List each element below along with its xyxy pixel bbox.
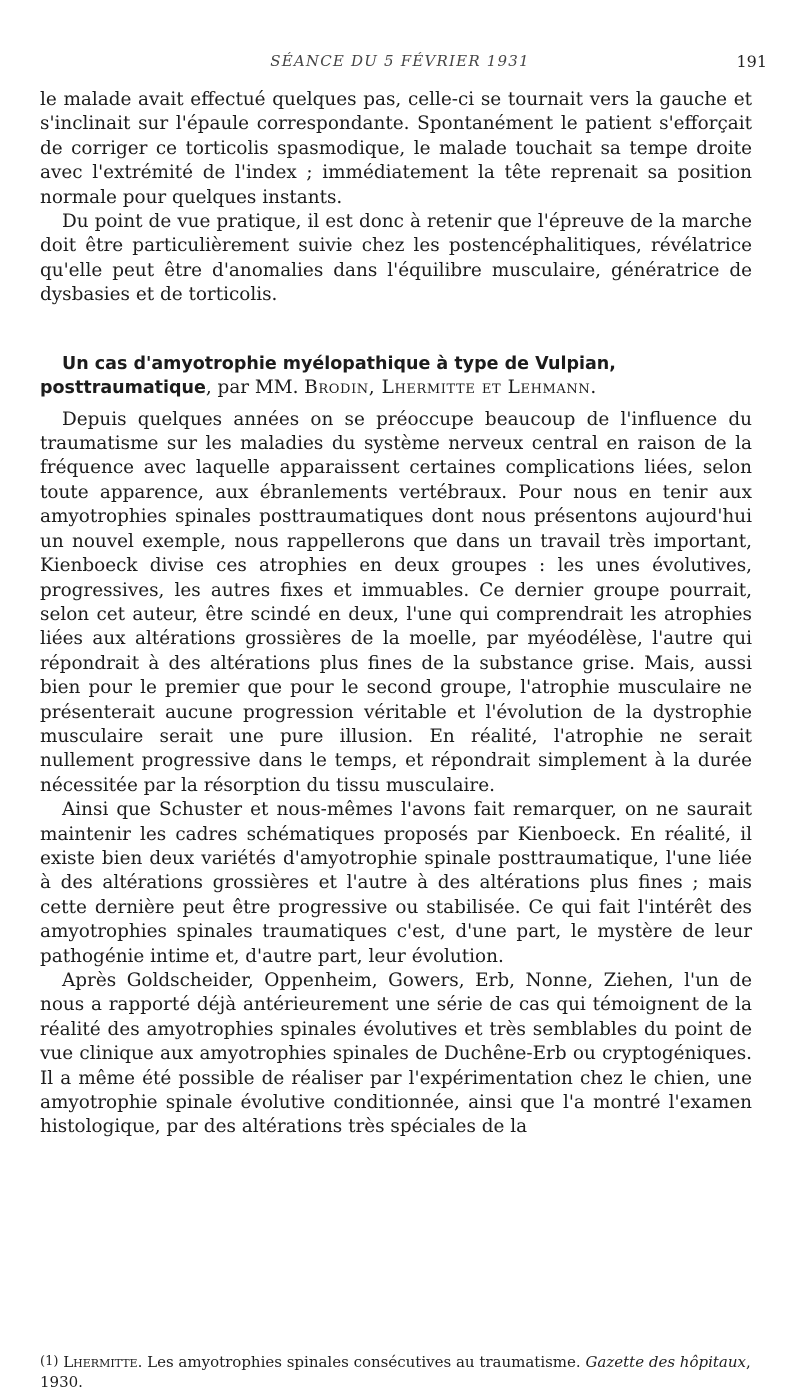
page-number: 191: [736, 52, 767, 71]
paragraph-goldscheider: Après Goldscheider, Oppenheim, Gowers, Erb, Nonne, Ziehen, l'un de nous a rapporté déjà antérieurement une série de cas qui témoignent de la réalité des amyotrophies spinales évolutives et très semblables du point de vue clinique aux amyotrophies spinales de Duchêne-Erb ou cryptogéniques. Il a même été possible de réaliser par l'expérimentation chez le chien, une amyotrophie spinale évolutive conditionnée, ainsi que l'a montré l'examen histologique, par des altérations très spéciales de la: [40, 970, 752, 1138]
section-heading: [40, 352, 752, 400]
section-title-line2: posttraumatique: [40, 377, 206, 398]
running-head-title: SÉANCE DU 5 FÉVRIER 1931: [270, 52, 530, 70]
footnote: [40, 1352, 752, 1392]
section-title-line1: Un cas d'amyotrophie myélopathique à type de Vulpian,: [62, 353, 616, 374]
footnote-journal: Gazette des hôpitaux: [585, 1353, 746, 1371]
running-head: [0, 52, 800, 76]
body-text: [40, 88, 752, 1140]
paragraph-practical: Du point de vue pratique, il est donc à retenir que l'épreuve de la marche doit être particulièrement suivie chez les postencéphalitiques, révélatrice qu'elle peut être d'anomalies dans l'équilibre musculaire, génératrice de dysbasies et de torticolis.: [40, 211, 752, 306]
section-author-prefix: , par MM.: [205, 376, 305, 398]
footnote-year: , 1930.: [40, 1353, 751, 1391]
paragraph-intro: Depuis quelques années on se préoccupe beaucoup de l'influence du traumatisme sur les maladies du système nerveux central en raison de la fréquence avec laquelle apparaissent certaines complications liées, selon toute apparence, aux ébranlements vertébraux. Pour nous en tenir aux amyotrophies spinales posttraumatiques dont nous présentons aujourd'hui un nouvel exemple, nous rappellerons que dans un travail très important, Kienboeck divise ces atrophies en deux groupes : les unes évolutives, progressives, les autres fixes et immuables. Ce dernier groupe pourrait, selon cet auteur, être scindé en deux, l'une qui comprendrait les atrophies liées aux altérations grossières de la moelle, par myéodélèse, l'autre qui répondrait à des altérations plus fines de la substance grise. Mais, aussi bien pour le premier que pour le second groupe, l'atrophie musculaire ne présenterait aucune progression véritable et l'évolution de la dystrophie musculaire serait une pure illusion. En réalité, l'atrophie ne serait nullement progressive dans le temps, et répondrait simplement à la durée nécessitée par la résorption du tissu musculaire.: [40, 408, 752, 796]
footnote-label: (1): [40, 1354, 59, 1369]
footnote-author: Lhermitte.: [63, 1353, 143, 1371]
paragraph-schuster: Ainsi que Schuster et nous-mêmes l'avons fait remarquer, on ne saurait maintenir les cadres schématiques proposés par Kienboeck. En réalité, il existe bien deux variétés d'amyotrophie spinale posttraumatique, l'une liée à des altérations grossières et l'autre à des altérations plus fines ; mais cette dernière peut être progressive ou stabilisée. Ce qui fait l'intérêt des amyotrophies spinales traumatiques c'est, d'une part, le mystère de leur pathogénie intime et, d'autre part, leur évolution.: [40, 799, 752, 967]
paragraph-continuation: le malade avait effectué quelques pas, celle-ci se tournait vers la gauche et s'inclinait sur l'épaule correspondante. Spontanément le patient s'efforçait de corriger ce torticolis spasmodique, le malade touchait sa tempe droite avec l'extrémité de l'index ; immédiatement la tête reprenait sa position normale pour quelques instants.: [40, 89, 752, 208]
footnote-text: Les amyotrophies spinales consécutives au traumatisme.: [142, 1353, 586, 1371]
section-authors: Brodin, Lhermitte et Lehmann.: [304, 376, 597, 398]
